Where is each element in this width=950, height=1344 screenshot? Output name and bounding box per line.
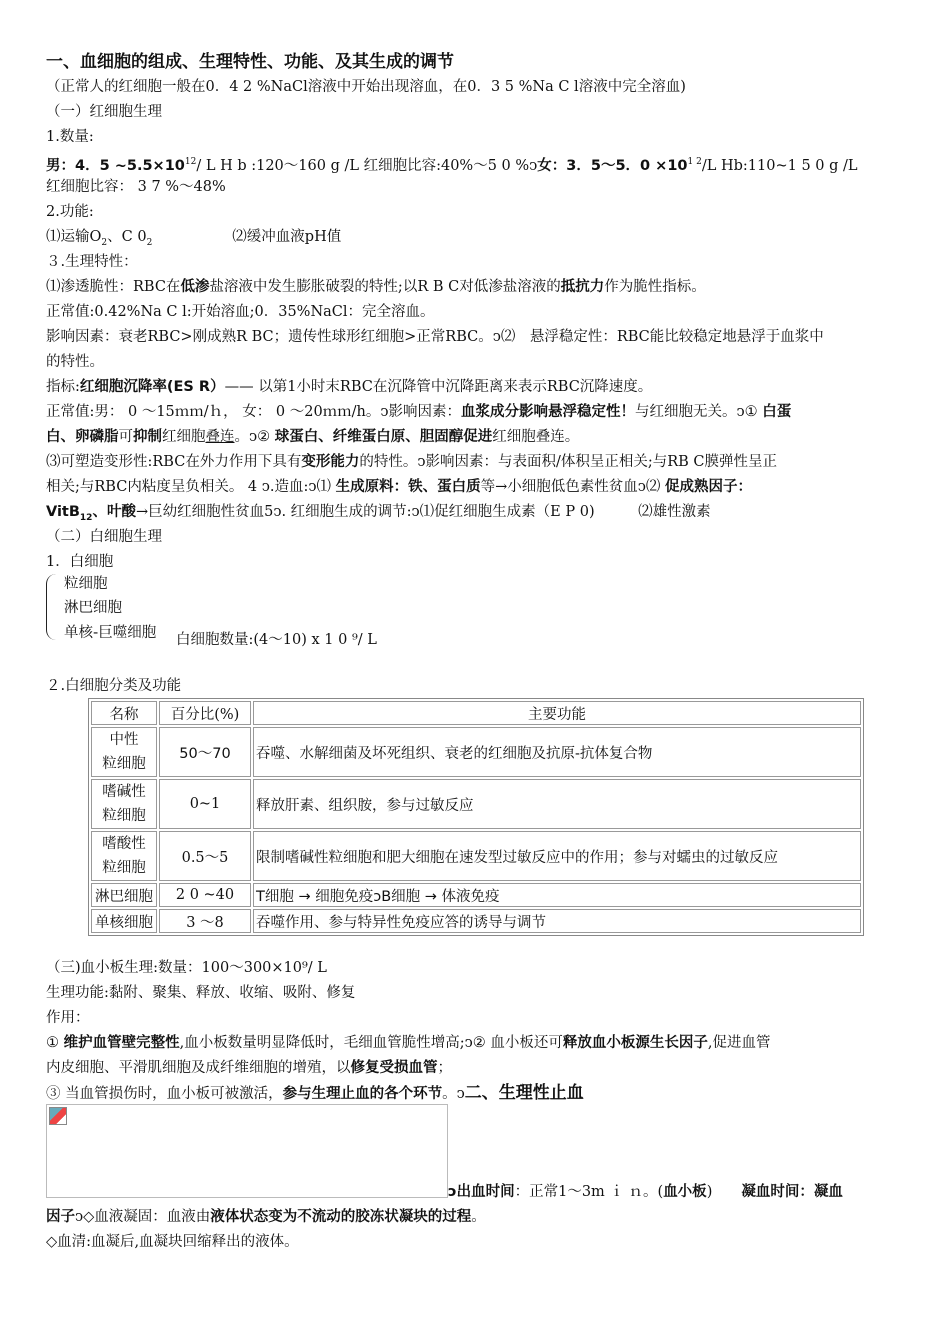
- platelet-heading: （三)血小板生理:数量：100～300×10⁹/ L: [46, 960, 327, 976]
- table-row: [91, 727, 861, 777]
- text-run: 男：4．5 ~5.5×10: [46, 157, 185, 174]
- cell-func: 限制嗜碱性粒细胞和肥大细胞在速发型过敏反应中的作用；参与对蠕虫的过敏反应: [253, 831, 861, 881]
- text-run: ↄ◇血液凝固：血液由: [75, 1209, 211, 1225]
- text-run: 、C 0: [107, 229, 147, 245]
- platelet-role-line: [46, 1083, 584, 1104]
- text-run: 指标:: [46, 379, 80, 395]
- text-run: 促成熟因子：: [665, 479, 752, 495]
- cell-func: 释放肝素、组织胺，参与过敏反应: [253, 779, 861, 829]
- text-run: 等→小细胞低色素性贫血ↄ⑵: [480, 479, 665, 495]
- cell-pct: 50～70: [159, 727, 251, 777]
- coagulation-line: [46, 1207, 486, 1227]
- rouleaux-line: [46, 427, 579, 447]
- wbc-heading: （二）白细胞生理: [46, 529, 162, 545]
- text-run: 修复受损血管: [350, 1060, 438, 1076]
- text-run: / L H b :120～160 g /L 红细胞比容:40%～5 0 %: [196, 157, 530, 174]
- text-run: 释放血小板源生长因子: [562, 1035, 708, 1051]
- text-run: 、叶酸: [92, 504, 136, 520]
- text-run: 正常值:男： 0 ～15ｍｍ/ｈ， 女： 0 ～20ｍｍ/h。ↄ影响因素：: [46, 404, 462, 420]
- text-run: ,血小板数量明显降低时，毛细血管脆性增高;ↄ② 血小板还可: [179, 1035, 563, 1051]
- text-run: 白、卵磷脂: [46, 429, 119, 445]
- text-run: 球蛋白、纤维蛋白原、胆固醇促进: [274, 429, 493, 445]
- text-line: 1．白细胞: [46, 554, 114, 570]
- superscript: 1 2: [687, 157, 702, 167]
- wbc-type: 粒细胞: [64, 576, 108, 592]
- text-run: 红细胞沉降率(ES R）: [79, 379, 225, 395]
- text-run: 变形能力: [301, 454, 360, 470]
- text-run: ): [706, 1184, 742, 1200]
- cell-pct: 0~1: [159, 779, 251, 829]
- text-run: 凝血时间：凝血: [741, 1184, 843, 1200]
- cell-name: 单核细胞: [91, 909, 157, 933]
- text-run: 参与生理止血的各个环节: [282, 1086, 443, 1102]
- wbc-table: [88, 698, 864, 936]
- text-run: ⑴运输O: [46, 229, 102, 245]
- esr-line: [46, 377, 652, 397]
- column-header: 主要功能: [253, 701, 861, 725]
- text-line: 2.功能:: [46, 204, 94, 220]
- superscript: 12: [184, 157, 197, 167]
- text-line: ３.生理特性：: [46, 254, 138, 270]
- text-run: 相关;与RBC内粘度呈负相关。 4 ↄ.造血:ↄ⑴: [46, 479, 336, 495]
- table-row: [91, 831, 861, 881]
- text-run: 的特性。ↄ影响因素：与表面积/体积呈正相关;与RB C膜弹性呈正: [359, 454, 777, 470]
- text-line: 的特性。: [46, 354, 104, 370]
- text-run: →巨幼红细胞性贫血5ↄ. 红细胞生成的调节:ↄ⑴促红细胞生成素（E P 0) ⑵雄性激素: [135, 504, 711, 520]
- text-run: ①: [46, 1035, 64, 1051]
- text-run: —— 以第1小时末RBC在沉降管中沉降距离来表示RBC沉降速度。: [224, 379, 653, 395]
- subscript: 2: [146, 237, 153, 248]
- brace-icon: [46, 574, 59, 640]
- cell-pct: 0.5～5: [159, 831, 251, 881]
- text-run: 血浆成分影响悬浮稳定性！: [461, 404, 636, 420]
- subscript: 2: [101, 237, 108, 248]
- platelet-role-line: [46, 1033, 770, 1053]
- text-line: 红细胞比容： 3 7 %～48%: [46, 179, 226, 195]
- text-run: 白蛋: [762, 404, 792, 420]
- table-header-row: [91, 701, 861, 725]
- text-run: 。: [471, 1209, 486, 1225]
- hemolysis-note: （正常人的红细胞一般在0．4 2 %NaCl溶液中开始出现溶血，在0．3 5 %Na C l溶液中完全溶血): [46, 79, 686, 95]
- bleeding-time-line: [448, 1182, 843, 1202]
- text-run: ③ 当血管损伤时，血小板可被激活，: [46, 1086, 283, 1102]
- text-run: 血小板: [663, 1184, 707, 1200]
- cell-func: 吞噬、水解细菌及坏死组织、衰老的红细胞及抗原-抗体复合物: [253, 727, 861, 777]
- text-run: 低渗: [180, 279, 210, 295]
- text-run: 红细胞叠连。: [492, 429, 580, 445]
- subscript: 12: [79, 512, 93, 523]
- text-run: 女：3．5～5．0 ×10: [537, 157, 688, 174]
- text-line: 作用：: [46, 1010, 90, 1026]
- broken-image-placeholder: [46, 1104, 448, 1198]
- text-run: ；: [437, 1060, 452, 1076]
- text-run: 与红细胞无关。ↄ①: [635, 404, 763, 420]
- text-line: 1.数量:: [46, 129, 94, 145]
- text-line: 正常值:0.42%Na C l:开始溶血;0．35%NaCl：完全溶血。: [46, 304, 435, 320]
- text-run: ⑴渗透脆性：RBC在: [46, 279, 181, 295]
- text-run: ：正常1～3m ｉ ｎ。(: [514, 1184, 664, 1200]
- column-header: 百分比(%): [159, 701, 251, 725]
- serum-line: ◇血清:血凝后,血凝块回缩释出的液体。: [46, 1234, 299, 1250]
- cell-func: T细胞 → 细胞免疫ↄB细胞 → 体液免疫: [253, 883, 861, 907]
- platelet-role-line: [46, 1058, 452, 1078]
- cell-func: 吞噬作用、参与特异性免疫应答的诱导与调节: [253, 909, 861, 933]
- text-run: 维护血管壁完整性: [63, 1035, 180, 1051]
- text-line: 生理功能:黏附、聚集、释放、收缩、吸附、修复: [46, 985, 356, 1001]
- text-run: ,促进血管: [707, 1035, 771, 1051]
- cell-pct: 3 ～8: [159, 909, 251, 933]
- text-run: 。ↄ: [442, 1086, 465, 1102]
- cell-pct: 2 0 ~40: [159, 883, 251, 907]
- table-row: [91, 779, 861, 829]
- text-run: 红细胞: [162, 429, 206, 445]
- text-run: ↄ: [529, 157, 538, 174]
- esr-normal-line: [46, 402, 791, 422]
- text-run: 生成原料：铁、蛋白质: [335, 479, 481, 495]
- text-run: 内皮细胞、平滑肌细胞及成纤维细胞的增殖，以: [46, 1060, 351, 1076]
- text-run: 作为脆性指标。: [604, 279, 706, 295]
- column-header: 名称: [91, 701, 157, 725]
- cell-name: 淋巴细胞: [91, 883, 157, 907]
- text-run: 叠连: [205, 429, 235, 445]
- section-title: 二、生理性止血: [464, 1083, 584, 1103]
- wbc-count: 白细胞数量:(4～10) x 1 0 ⁹/ L: [176, 632, 377, 648]
- deformability-line: [46, 452, 777, 472]
- broken-image-icon: [49, 1107, 67, 1125]
- text-run: 液体状态变为不流动的胶冻状凝块的过程: [210, 1209, 472, 1225]
- text-run: 。ↄ②: [234, 429, 275, 445]
- text-run: ⑵缓冲血液pH值: [232, 229, 342, 245]
- rbc-heading: （一）红细胞生理: [46, 104, 162, 120]
- text-run: ↄ出血时间: [448, 1184, 515, 1200]
- table-row: [91, 883, 861, 907]
- text-run: 因子: [46, 1209, 75, 1225]
- rbc-count-line: [46, 152, 858, 176]
- text-run: 盐溶液中发生膨胀破裂的特性;以R B C对低渗盐溶液的: [209, 279, 561, 295]
- section-title: 一、血细胞的组成、生理特性、功能、及其生成的调节: [46, 52, 454, 72]
- function-line: [46, 227, 341, 253]
- table-row: [91, 909, 861, 933]
- text-line: 影响因素：衰老RBC>刚成熟R BC；遗传性球形红细胞>正常RBC。ↄ⑵ 悬浮稳定性：RBC能比较稳定地悬浮于血浆中: [46, 329, 824, 345]
- text-run: 可: [118, 429, 133, 445]
- text-run: VitB: [46, 504, 80, 520]
- cell-name: 中性 粒细胞: [91, 727, 157, 777]
- text-run: 抑制: [133, 429, 162, 445]
- wbc-type: 单核-巨噬细胞: [64, 625, 157, 641]
- hematopoiesis-line: [46, 477, 752, 497]
- maturation-line: [46, 502, 711, 528]
- text-run: ⑶可塑造变形性:RBC在外力作用下具有: [46, 454, 302, 470]
- cell-name: 嗜碱性 粒细胞: [91, 779, 157, 829]
- cell-name: 嗜酸性 粒细胞: [91, 831, 157, 881]
- text-run: /L Hb:110~1 5 0 g /L: [701, 157, 858, 174]
- text-run: 抵抗力: [560, 279, 605, 295]
- wbc-classification-heading: ２.白细胞分类及功能: [46, 678, 182, 694]
- fragility-line: [46, 277, 706, 297]
- wbc-type: 淋巴细胞: [64, 600, 122, 616]
